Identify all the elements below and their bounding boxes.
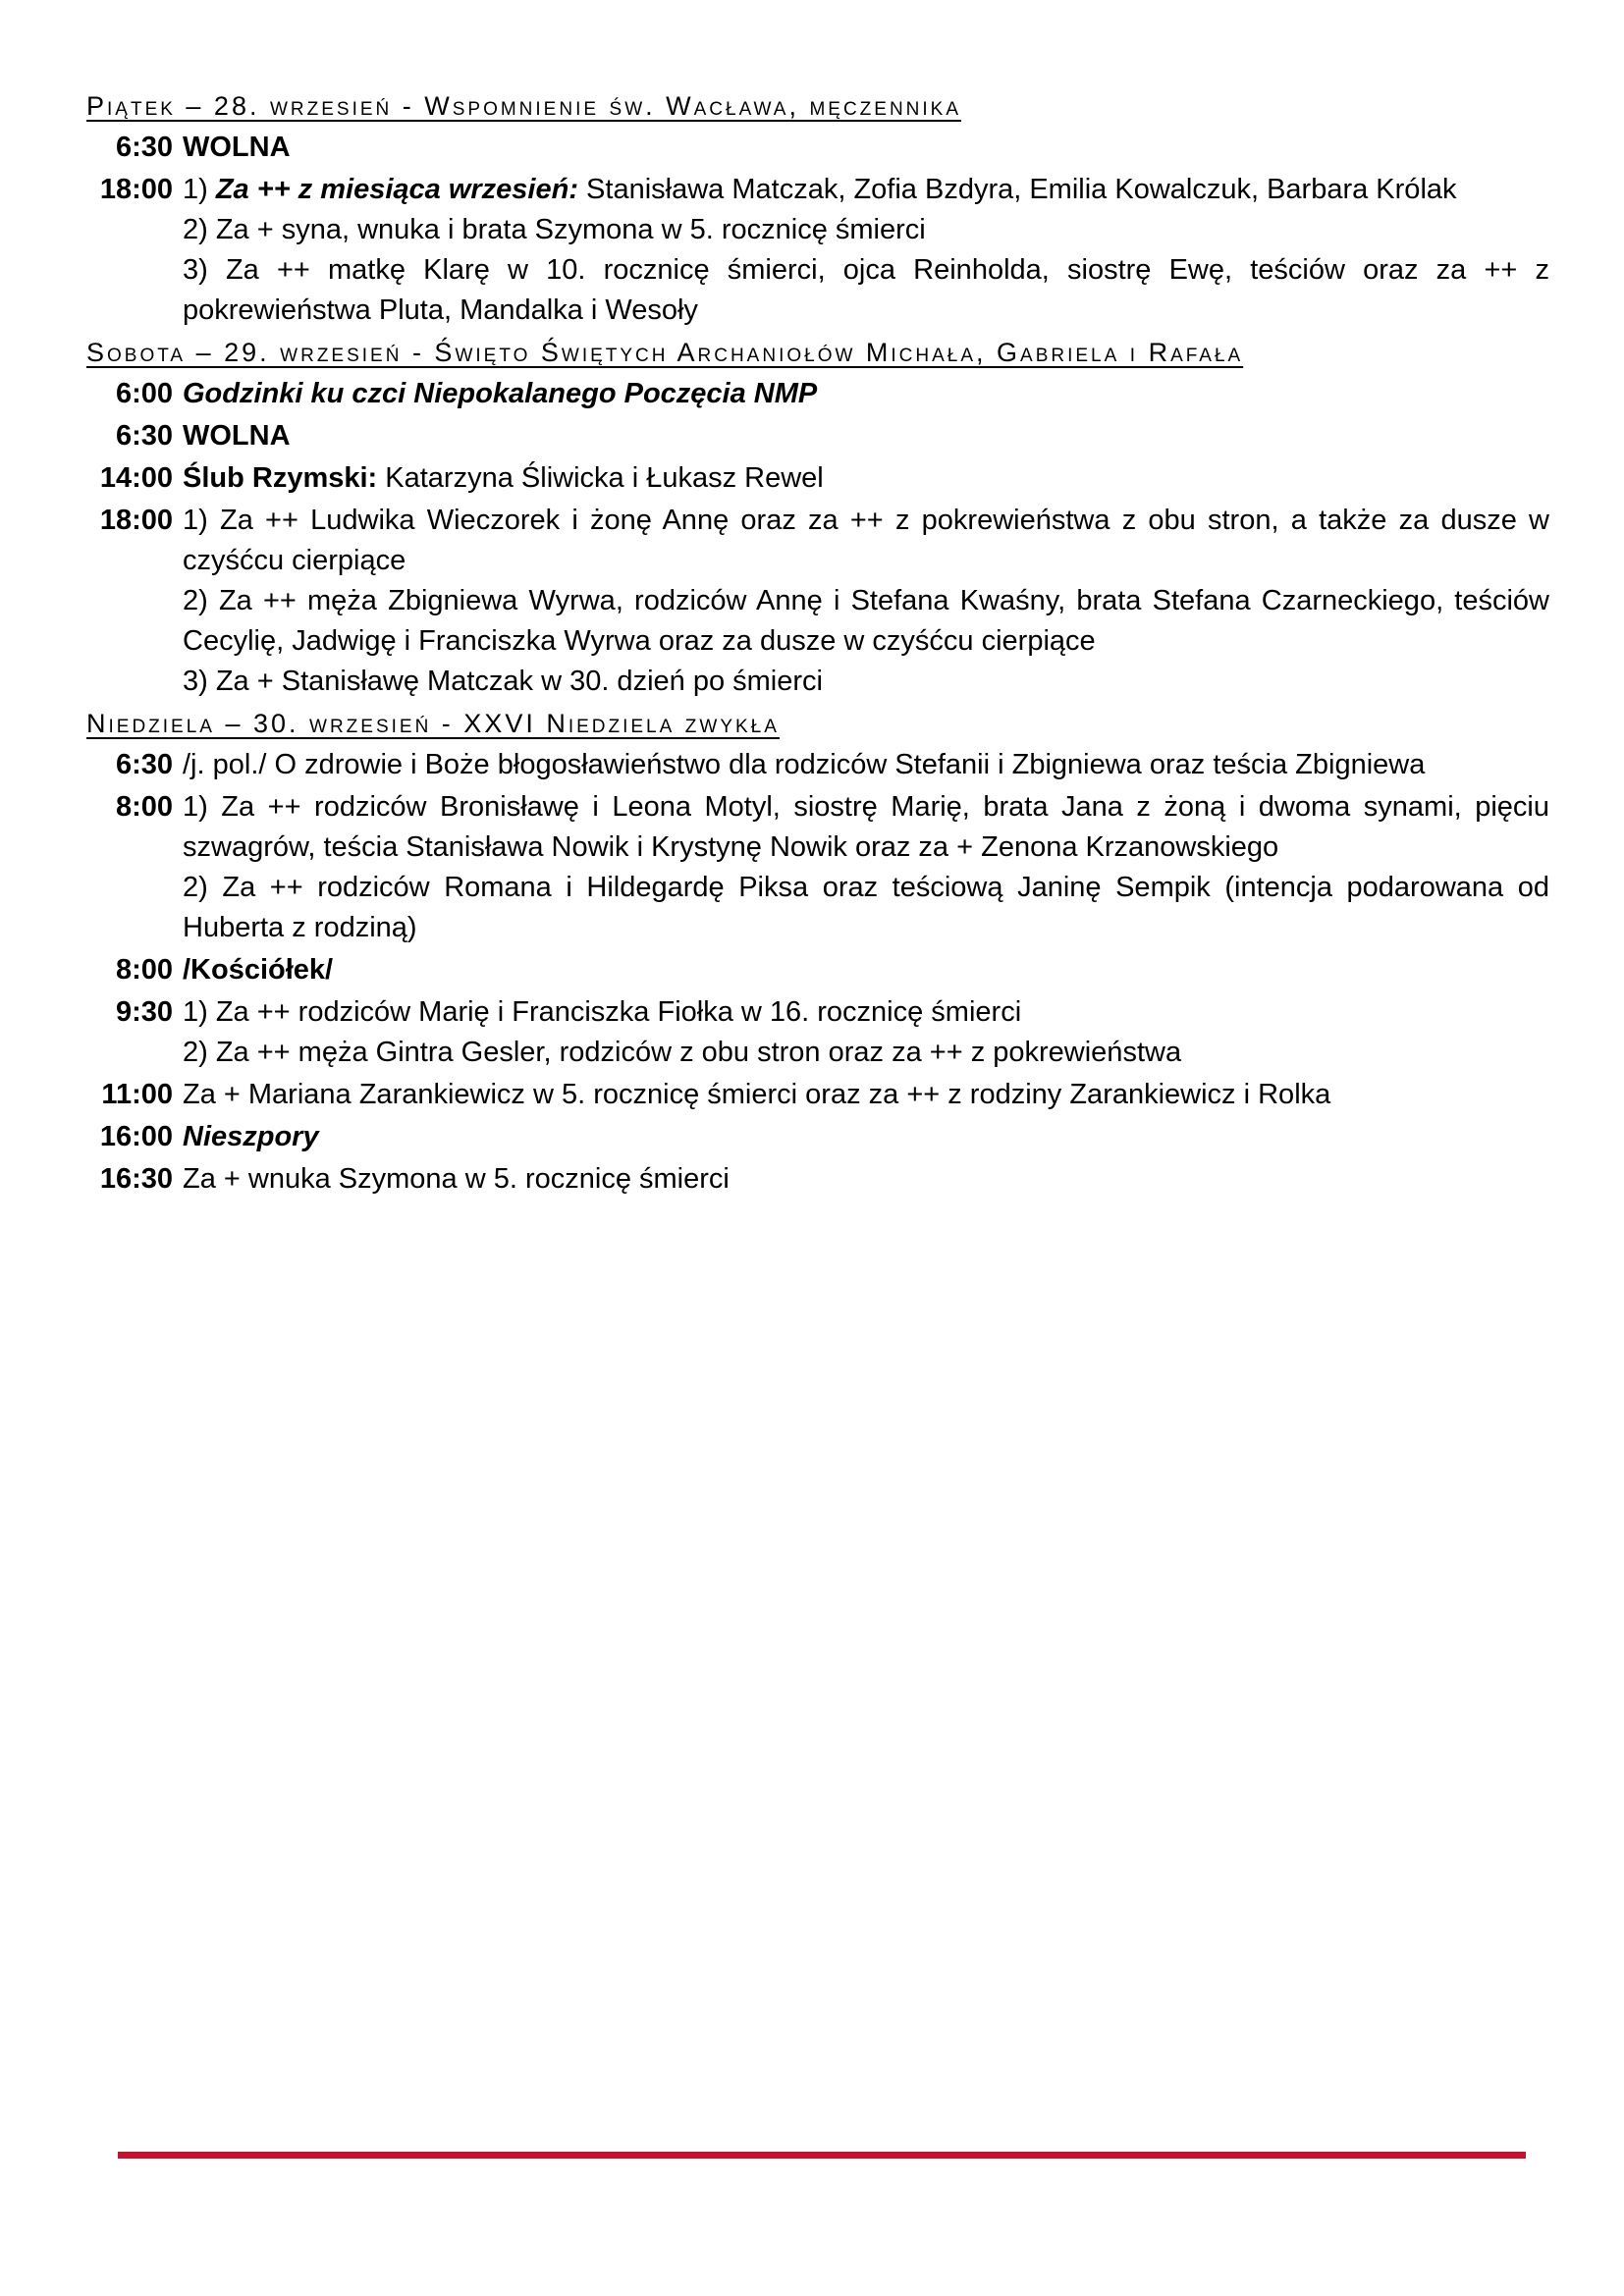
intention-text <box>173 992 1549 1073</box>
intention-fragment: Ślub Rzymski: <box>183 462 378 494</box>
intention-text <box>173 170 1549 331</box>
schedule-entry <box>86 787 1549 948</box>
intention-fragment: 1) Za ++ rodziców Bronisławę i Leona Motyl, siostrę Marię, brata Jana z żoną i dwoma synami, pięciu szwagrów, teścia Stanisława Nowik i Krystynę Nowik oraz za + Zenona Krzanowskiego <box>183 791 1549 863</box>
intention-fragment: /Kościółek/ <box>183 954 334 986</box>
intention-line <box>183 250 1549 331</box>
intention-fragment: /j. pol./ O zdrowie i Boże błogosławieństwo dla rodziców Stefanii i Zbigniewa oraz teścia Zbigniewa <box>183 749 1426 780</box>
intention-fragment: Nieszpory <box>183 1121 319 1152</box>
intention-text <box>173 1159 1549 1200</box>
intention-line <box>183 501 1549 581</box>
intention-text <box>173 501 1549 702</box>
intention-fragment: 2) Za ++ rodziców Romana i Hildegardę Piksa oraz teściową Janinę Sempik (intencja podarowana od Huberta z rodziną) <box>183 872 1549 943</box>
schedule-entry <box>86 1159 1549 1200</box>
intention-fragment: 1) <box>183 174 216 205</box>
mass-time: 6:30 <box>115 749 173 780</box>
mass-time: 8:00 <box>115 954 173 986</box>
intention-fragment: Za ++ z miesiąca wrzesień: <box>215 174 578 205</box>
intention-text <box>173 374 1549 414</box>
intention-line <box>183 1033 1549 1073</box>
intention-fragment: 1) Za ++ rodziców Marię i Franciszka Fiołka w 16. rocznicę śmierci <box>183 996 1022 1028</box>
intention-fragment: WOLNA <box>183 132 291 163</box>
intention-fragment: 2) Za + syna, wnuka i brata Szymona w 5. rocznicę śmierci <box>183 214 926 245</box>
mass-time: 18:00 <box>99 505 173 536</box>
mass-time: 6:30 <box>115 420 173 452</box>
mass-time: 14:00 <box>99 462 173 494</box>
intention-fragment: 3) Za + Stanisławę Matczak w 30. dzień po śmierci <box>183 666 823 697</box>
mass-time: 8:00 <box>115 791 173 823</box>
intention-fragment: Za + wnuka Szymona w 5. rocznicę śmierci <box>183 1163 730 1195</box>
mass-time: 11:00 <box>101 1079 173 1110</box>
mass-time: 16:30 <box>99 1163 173 1195</box>
day-header: Sobota – 29. wrzesień - Święto Świętych Archaniołów Michała, Gabriela i Rafała <box>86 338 1244 367</box>
intention-text <box>173 787 1549 948</box>
schedule-entry <box>86 374 1549 414</box>
intention-line <box>183 992 1549 1033</box>
schedule-entry <box>86 128 1549 168</box>
day-header: Niedziela – 30. wrzesień - XXVI Niedziela zwykła <box>86 709 780 738</box>
intention-text <box>173 128 1549 168</box>
intention-text <box>173 1117 1549 1157</box>
intention-fragment: 1) Za ++ Ludwika Wieczorek i żonę Annę oraz za ++ z pokrewieństwa z obu stron, a także za dusze w czyśćcu cierpiące <box>183 505 1549 576</box>
footer-rule <box>118 2152 1526 2159</box>
intention-fragment: Za + Mariana Zarankiewicz w 5. rocznicę śmierci oraz za ++ z rodziny Zarankiewicz i Rolka <box>183 1079 1331 1110</box>
schedule-entry <box>86 170 1549 331</box>
intention-line <box>183 868 1549 948</box>
schedule-entry <box>86 950 1549 990</box>
intention-line <box>183 787 1549 868</box>
mass-schedule <box>86 84 1549 1200</box>
schedule-entry <box>86 1075 1549 1115</box>
intention-text <box>173 416 1549 456</box>
mass-time: 18:00 <box>99 174 173 205</box>
intention-text <box>173 1075 1549 1115</box>
intention-text <box>173 950 1549 990</box>
schedule-entry <box>86 416 1549 456</box>
intention-fragment: Godzinki ku czci Niepokalanego Poczęcia NMP <box>183 378 818 409</box>
mass-time: 6:30 <box>115 132 173 163</box>
schedule-entry <box>86 501 1549 702</box>
intention-text <box>173 745 1549 785</box>
intention-line <box>183 170 1549 210</box>
schedule-entry <box>86 745 1549 785</box>
schedule-entry <box>86 1117 1549 1157</box>
intention-text <box>173 458 1549 499</box>
intention-line <box>183 581 1549 662</box>
intention-fragment: WOLNA <box>183 420 291 452</box>
day-header: Piątek – 28. wrzesień - Wspomnienie św. Wacława, męczennika <box>86 91 962 121</box>
intention-fragment: 2) Za ++ męża Gintra Gesler, rodziców z obu stron oraz za ++ z pokrewieństwa <box>183 1037 1182 1068</box>
schedule-entry <box>86 992 1549 1073</box>
intention-line <box>183 210 1549 250</box>
schedule-entry <box>86 458 1549 499</box>
mass-time: 9:30 <box>115 996 173 1028</box>
intention-fragment: Katarzyna Śliwicka i Łukasz Rewel <box>377 462 824 494</box>
mass-time: 16:00 <box>99 1121 173 1152</box>
intention-fragment: Stanisława Matczak, Zofia Bzdyra, Emilia Kowalczuk, Barbara Królak <box>578 174 1457 205</box>
intention-line <box>183 662 1549 702</box>
mass-time: 6:00 <box>115 378 173 409</box>
intention-fragment: 2) Za ++ męża Zbigniewa Wyrwa, rodziców Annę i Stefana Kwaśny, brata Stefana Czarneckiego, teściów Cecylię, Jadwigę i Franciszka Wyrwa oraz za dusze w czyśćcu cierpiące <box>183 585 1549 657</box>
intention-fragment: 3) Za ++ matkę Klarę w 10. rocznicę śmierci, ojca Reinholda, siostrę Ewę, teściów oraz za ++ z pokrewieństwa Pluta, Mandalka i Wesoły <box>183 254 1549 326</box>
